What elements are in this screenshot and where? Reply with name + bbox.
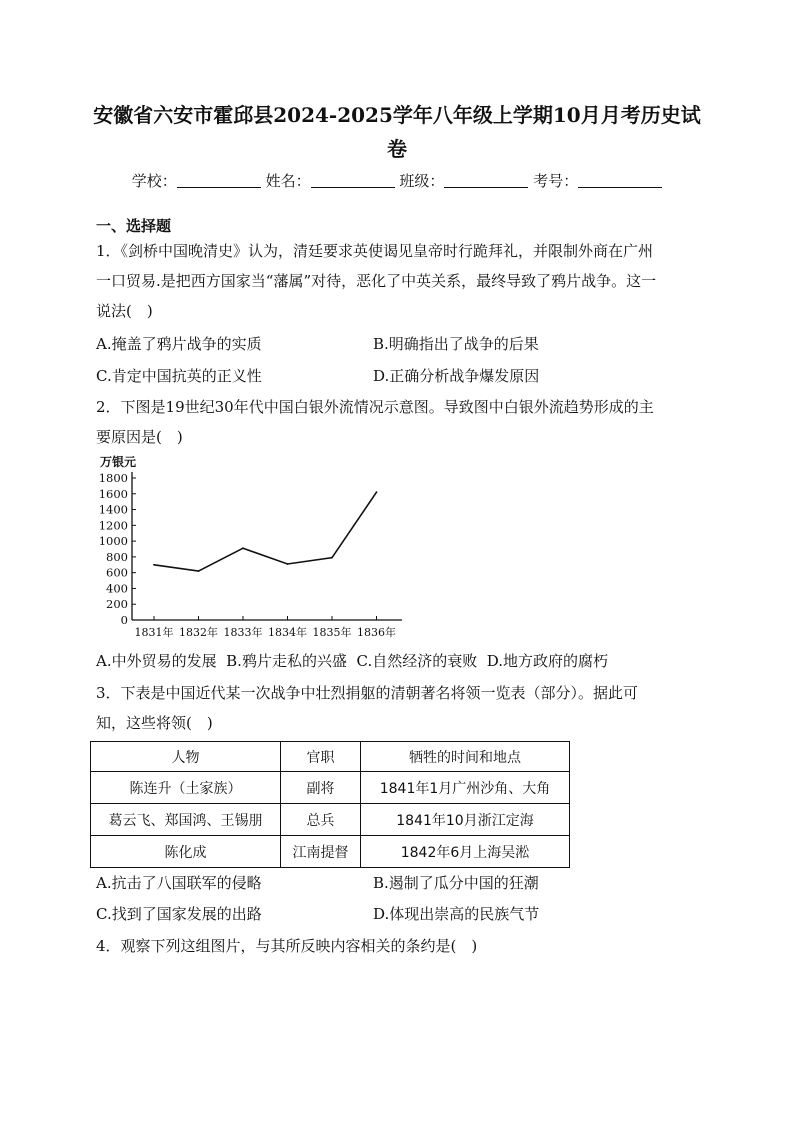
chart-data-point [242, 547, 244, 549]
table-header-cell: 官职 [281, 742, 361, 772]
chart-y-ticks [99, 471, 136, 627]
table-header-row [91, 742, 570, 772]
chart-y-tick-label: 600 [106, 565, 128, 580]
q3-option-b: B.遏制了瓜分中国的狂潮 [373, 874, 539, 892]
name-label: 姓名： [265, 172, 311, 190]
q3-text-line1: 3．下表是中国近代某一次战争中壮烈捐躯的清朝著名将领一览表（部分）。据此可 [96, 684, 639, 702]
chart-x-tick-label: 1835年 [312, 626, 352, 639]
generals-table [90, 741, 570, 868]
q4-text-line1: 4．观察下列这组图片，与其所反映内容相关的条约是( ) [96, 937, 478, 955]
chart-x-tick-label: 1834年 [268, 626, 307, 639]
chart-y-tick-label: 0 [120, 613, 128, 627]
q2-option-c: C.自然经济的衰败 [356, 652, 478, 670]
table-cell: 葛云飞、郑国鸿、王锡朋 [91, 804, 281, 836]
student-info-row [0, 170, 794, 191]
q1-text-line2: 一口贸易.是把西方国家当“藩属”对待，恶化了中英关系，最终导致了鸦片战争。这一 [96, 272, 657, 290]
chart-y-tick-label: 1400 [98, 502, 128, 517]
chart-y-tick-label: 800 [106, 549, 128, 564]
q1-option-c: C.肯定中国抗英的正义性 [96, 367, 262, 385]
q2-options-row [96, 650, 608, 671]
exam-title-line2: 卷 [387, 137, 407, 161]
q1-option-d: D.正确分析战争爆发原因 [373, 367, 540, 385]
chart-y-tick-label: 400 [106, 581, 128, 596]
name-blank [311, 174, 395, 188]
q3-option-a: A.抗击了八国联军的侵略 [96, 874, 262, 892]
q1-text-line1: 1．《剑桥中国晚清史》认为，清廷要求英使谒见皇帝时行跪拜礼，并限制外商在广州 [96, 242, 654, 260]
q1-option-a: A.掩盖了鸦片战争的实质 [96, 335, 262, 353]
table-cell: 陈连升（土家族） [91, 772, 281, 804]
chart-data-point [331, 557, 333, 559]
table-header-cell: 牺牲的时间和地点 [361, 742, 570, 772]
table-cell: 1841年1月广州沙角、大角 [361, 772, 570, 804]
q2-text-line2: 要原因是( ) [96, 428, 183, 446]
class-blank [444, 174, 528, 188]
table-row [91, 836, 570, 868]
exam-number-blank [578, 174, 662, 188]
q3-text-line2: 知，这些将领( ) [96, 714, 213, 732]
exam-number-label: 考号： [533, 172, 579, 190]
section-heading: 一、选择题 [96, 217, 172, 235]
exam-title [60, 98, 734, 166]
school-blank [177, 174, 261, 188]
table-cell: 江南提督 [281, 836, 361, 868]
q3-option-c: C.找到了国家发展的出路 [96, 905, 262, 923]
table-cell: 1841年10月浙江定海 [361, 804, 570, 836]
chart-x-tick-label: 1836年 [357, 626, 396, 639]
table-cell: 1842年6月上海吴淞 [361, 836, 570, 868]
table-header-cell: 人物 [91, 742, 281, 772]
table-row [91, 772, 570, 804]
chart-y-tick-label: 1200 [98, 518, 128, 533]
chart-axes [132, 472, 402, 620]
q1-option-b: B.明确指出了战争的后果 [373, 335, 539, 353]
chart-data-point [376, 491, 378, 493]
silver-outflow-chart [96, 450, 416, 642]
chart-data-point [153, 564, 155, 566]
class-label: 班级： [399, 172, 445, 190]
table-cell: 副将 [281, 772, 361, 804]
chart-y-axis-label: 万银元 [100, 455, 137, 469]
exam-title-line1: 安徽省六安市霍邱县2024-2025学年八年级上学期10月月考历史试 [93, 103, 701, 127]
chart-x-tick-label: 1833年 [223, 626, 263, 639]
chart-y-tick-label: 1800 [98, 471, 128, 485]
chart-series-line [154, 492, 377, 571]
chart-y-tick-label: 200 [106, 597, 128, 612]
chart-y-tick-label: 1000 [98, 534, 128, 549]
table-row [91, 804, 570, 836]
q2-text-line1: 2．下图是19世纪30年代中国白银外流情况示意图。导致图中白银外流趋势形成的主 [96, 398, 654, 416]
q3-option-d: D.体现出崇高的民族气节 [373, 905, 540, 923]
school-label: 学校： [131, 172, 177, 190]
q1-text-line3: 说法( ) [96, 302, 153, 320]
q2-option-d: D.地方政府的腐朽 [486, 652, 609, 670]
chart-x-tick-label: 1832年 [179, 626, 218, 639]
table-cell: 陈化成 [91, 836, 281, 868]
q2-option-a: A.中外贸易的发展 [96, 652, 217, 670]
chart-y-tick-label: 1600 [98, 486, 128, 501]
table-cell: 总兵 [281, 804, 361, 836]
chart-x-tick-label: 1831年 [134, 626, 174, 639]
chart-data-point [287, 563, 289, 565]
chart-data-point [198, 570, 200, 572]
q2-option-b: B.鸦片走私的兴盛 [226, 652, 347, 670]
chart-series [153, 491, 377, 572]
